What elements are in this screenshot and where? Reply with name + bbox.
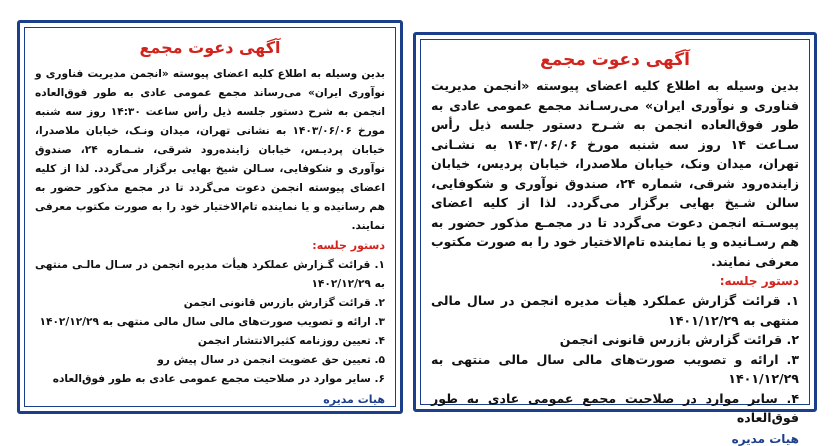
notice-right	[413, 32, 817, 446]
notice-left	[17, 20, 403, 414]
agenda-list	[35, 256, 385, 389]
agenda-item: ۴. تعیین روزنامه کثیرالانتشار انجمن	[197, 335, 385, 347]
notice-body: بدین وسیله به اطلاع کلیه اعضای پیوسته «انجمن مدیریت فناوری و نوآوری ایران» می‌رساند مجمع عمومی عادی به طور فوق‌العاده انجمن به شرح دستور جلسه ذیل رأس ساعت ۱۴:۳۰ روز سه شنبه مورخ ۱۴۰۳/۰۶/۰۶ به نشانی تهران، میدان ونـک، خیابان ملاصدرا، خیابان پردیـس، خیابان زاینده‌رود شرقی، شـماره ۲۴، صندوق نوآوری و شکوفایی، سـالن شیخ بهایی برگزار می‌گردد. لذا از کلیه اعضای پیوسته انجمن دعوت می‌گردد تا در مجمع مذکور حضور به هم رسانیده و یا نماینده تام‌الاختیار خود را به صورت مکتوب معرفی نمایند.	[35, 68, 385, 232]
notice-title: آگهی دعوت مجمع	[540, 50, 690, 70]
agenda-item: ۳. ارائه و تصویب صورت‌های مالی سال مالی منتهی به ۱۴۰۲/۱۲/۲۹	[39, 316, 385, 328]
agenda-list	[431, 291, 799, 428]
agenda-item: ۴. سایر موارد در صلاحیت مجمع عمومی عادی به طور فوق‌العاده	[431, 390, 799, 425]
board-signature: هیات مدیره	[731, 431, 799, 446]
notice-body: بدین وسیله به اطلاع کلیه اعضای پیوسته «انجمن مدیریت فناوری و نوآوری ایران» می‌رسـاند مجمع عمومی عادی به طور فوق‌العاده انجمن به شـرح دستور جلسه ذیل رأس سـاعت ۱۴ روز سه شنبه مورخ ۱۴۰۳/۰۶/۰۶ به نشـانی تهران، میدان ونک، خیابان ملاصدرا، خیابان پردیس، خیابان زاینده‌رود شرقی، شماره ۲۴، صندوق نوآوری و شکوفایی، سالن شـیخ بهایی برگزار می‌گردد. لذا از کلیه اعضای پیوسـته انجمن دعوت می‌گردد تا در مجمـع مذکور حضور به هم رسـانیده و یا نماینده تام‌الاختیار خود را به صورت مکتوب معرفی نمایند.	[431, 78, 799, 269]
notice-right-inner	[420, 39, 810, 446]
agenda-item: ۲. قرائت گزارش بازرس قانونی انجمن	[183, 297, 385, 309]
agenda-label: دستور جلسه:	[719, 274, 799, 288]
agenda-item: ۲. قرائت گزارش بازرس قانونی انجمن	[559, 332, 799, 347]
agenda-item: ۱. قرائت گـزارش عملکرد هیأت مدیره انجمن در سـال مالـی منتهی به ۱۴۰۲/۱۲/۲۹	[35, 259, 385, 290]
agenda-item: ۶. سایر موارد در صلاحیت مجمع عمومی عادی به طور فوق‌العاده	[52, 373, 385, 385]
board-signature: هیات مدیره	[323, 393, 385, 406]
agenda-item: ۱. قرائت گزارش عملکرد هیأت مدیره انجمن در سال مالی منتهی به ۱۴۰۱/۱۲/۲۹	[431, 293, 799, 328]
notice-left-inner	[24, 27, 396, 407]
agenda-label: دستور جلسه:	[312, 239, 385, 252]
notice-title: آگهی دعوت مجمع	[139, 38, 281, 57]
agenda-item: ۳. ارائه و تصویب صورت‌های مالی سال مالی منتهی به ۱۴۰۱/۱۲/۲۹	[431, 351, 799, 386]
agenda-item: ۵. تعیین حق عضویت انجمن در سال پیش رو	[157, 354, 385, 366]
